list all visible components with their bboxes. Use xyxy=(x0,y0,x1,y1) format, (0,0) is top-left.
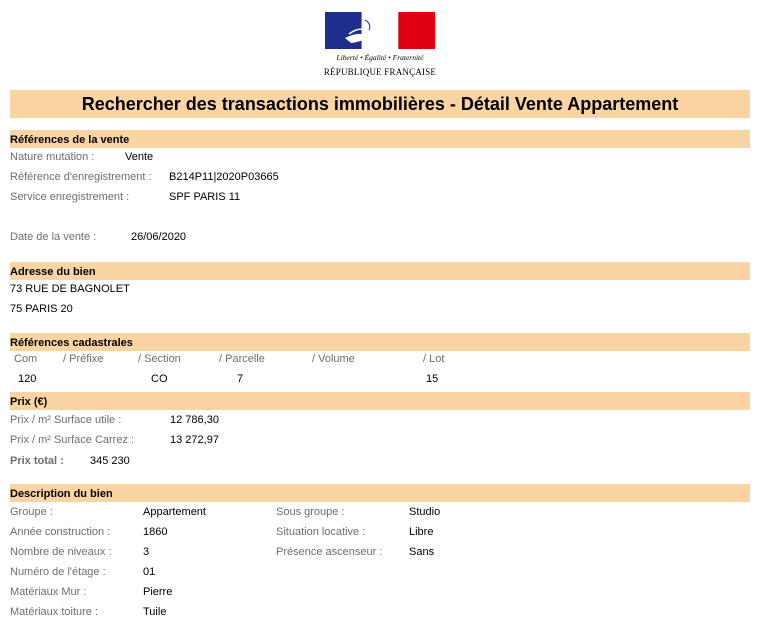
date-vente-label: Date de la vente : xyxy=(10,231,97,243)
situation-locative-value: Libre xyxy=(409,526,434,538)
nature-mutation-label: Nature mutation : xyxy=(10,151,95,163)
groupe-label: Groupe : xyxy=(10,506,53,518)
prix-surface-carrez-value: 13 272,97 xyxy=(170,434,219,446)
section-header-cadastre xyxy=(10,333,750,351)
cadastre-col-lot: / Lot xyxy=(423,353,445,365)
adresse-line2: 75 PARIS 20 xyxy=(10,303,73,315)
cadastre-col-prefixe: / Préfixe xyxy=(63,353,104,365)
prix-surface-carrez-label: Prix / m² Surface Carrez : xyxy=(10,434,135,446)
cadastre-col-parcelle: / Parcelle xyxy=(219,353,265,365)
nombre-niveaux-label: Nombre de niveaux : xyxy=(10,546,112,558)
service-enregistrement-label: Service enregistrement : xyxy=(10,191,130,203)
page-title: Rechercher des transactions immobilières - Détail Vente Appartement xyxy=(81,94,679,114)
cadastre-value-com: 120 xyxy=(18,373,37,385)
situation-locative-label: Situation locative : xyxy=(276,526,366,538)
republique-francaise-label: RÉPUBLIQUE FRANÇAISE xyxy=(323,67,437,77)
presence-ascenseur-label: Présence ascenseur : xyxy=(276,546,383,558)
presence-ascenseur-value: Sans xyxy=(409,546,435,558)
section-header-references-vente xyxy=(10,130,750,148)
materiaux-toiture-label: Matériaux toiture : xyxy=(10,606,99,618)
page-title-bar xyxy=(10,90,750,118)
date-vente-value: 26/06/2020 xyxy=(131,231,187,243)
section-title: Adresse du bien xyxy=(10,266,96,278)
numero-etage-value: 01 xyxy=(143,566,156,578)
cadastre-col-com: Com xyxy=(14,353,38,365)
numero-etage-label: Numéro de l'étage : xyxy=(10,566,106,578)
prix-total-label: Prix total : xyxy=(10,455,64,467)
section-header-description xyxy=(10,484,750,502)
annee-construction-value: 1860 xyxy=(143,526,168,538)
cadastre-value-lot: 15 xyxy=(426,373,439,385)
section-header-adresse xyxy=(10,262,750,280)
prix-surface-utile-label: Prix / m² Surface utile : xyxy=(10,414,122,426)
sous-groupe-value: Studio xyxy=(409,506,441,518)
prix-surface-utile-value: 12 786,30 xyxy=(170,414,219,426)
cadastre-col-volume: / Volume xyxy=(312,353,355,365)
section-title: Prix (€) xyxy=(10,396,48,408)
prix-total-value: 345 230 xyxy=(90,455,130,467)
cadastre-col-section: / Section xyxy=(138,353,181,365)
adresse-line1: 73 RUE DE BAGNOLET xyxy=(10,283,130,295)
materiaux-mur-value: Pierre xyxy=(143,586,173,598)
marianne-flag-icon xyxy=(325,12,435,49)
republique-francaise-logo xyxy=(323,12,437,80)
groupe-value: Appartement xyxy=(143,506,206,518)
section-title: Description du bien xyxy=(10,488,113,500)
nombre-niveaux-value: 3 xyxy=(143,546,150,558)
section-header-prix xyxy=(10,392,750,410)
cadastre-value-section: CO xyxy=(151,373,168,385)
service-enregistrement-value: SPF PARIS 11 xyxy=(169,191,241,203)
sous-groupe-label: Sous groupe : xyxy=(276,506,345,518)
materiaux-mur-label: Matériaux Mur : xyxy=(10,586,87,598)
nature-mutation-value: Vente xyxy=(125,151,154,163)
section-title: Références cadastrales xyxy=(10,337,133,349)
annee-construction-label: Année construction : xyxy=(10,526,111,538)
reference-enregistrement-label: Référence d'enregistrement : xyxy=(10,171,152,183)
cadastre-value-parcelle: 7 xyxy=(237,373,244,385)
reference-enregistrement-value: B214P11|2020P03665 xyxy=(169,171,279,183)
materiaux-toiture-value: Tuile xyxy=(143,606,167,618)
section-title: Références de la vente xyxy=(10,134,130,146)
motto: Liberté • Égalité • Fraternité xyxy=(336,53,424,62)
